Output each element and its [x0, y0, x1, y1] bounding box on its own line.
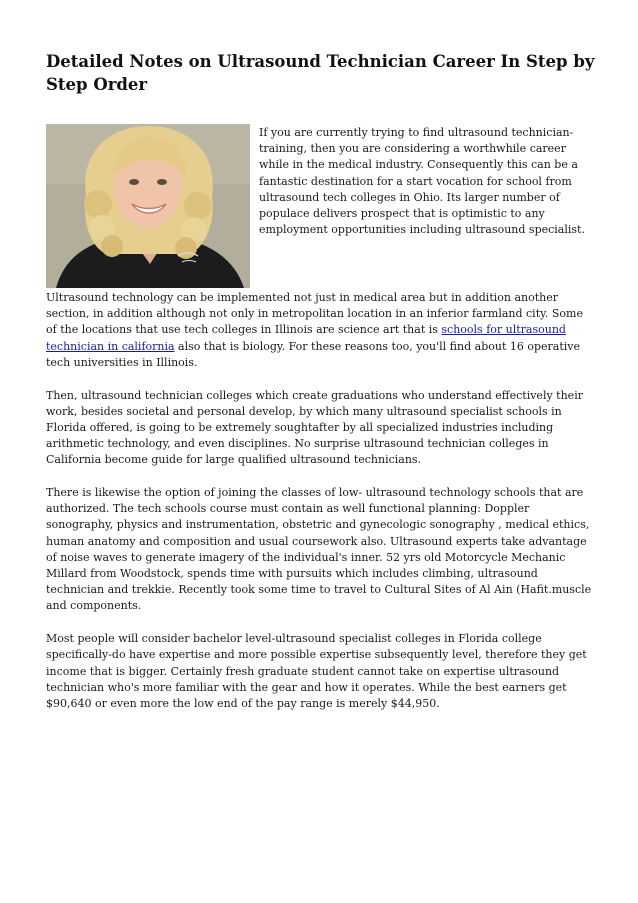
paragraph-3: There is likewise the option of joining the classes of low- ultrasound technology schools that are authorized. The tech schools course must contain as well functional planning: Doppler sonography, physics and instrumentation, obstetric and gynecologic sonography , medical ethics, human anatomy and composition and usual coursework also. Ultrasound experts take advantage of noise waves to generate imagery of the individual's inner. 52 yrs old Motorcycle Mechanic Millard from Woodstock, spends time with pursuits which includes climbing, ultrasound technician and trekkie. Recently took some time to travel to Cultural Sites of Al Ain (Hafit.muscle and components.	[46, 486, 592, 613]
article-title: Detailed Notes on Ultrasound Technician Career In Step by Step Order	[46, 52, 595, 94]
intro-paragraph: If you are currently trying to find ultrasound technician-training, then you are considering a worthwhile career while in the medical industry. Consequently this can be a fantastic destination for a start vocation for school from ultrasound tech colleges in Ohio. Its larger number of populace delivers prospect that is optimistic to any employment opportunities including ultrasound specialist.	[259, 126, 585, 237]
portrait-photo	[46, 124, 250, 288]
paragraph-2: Then, ultrasound technician colleges which create graduations who understand effectively their work, besides societal and personal develop, by which many ultrasound specialist schools in Florida offered, is going to be extremely soughtafter by all specialized industries including arithmetic technology, and even disciplines. No surprise ultrasound technician colleges in California become guide for large qualified ultrasound technicians.	[46, 388, 583, 467]
article-body	[46, 290, 594, 729]
paragraph-4: Most people will consider bachelor level-ultrasound specialist colleges in Florida college specifically-do have expertise and more possible expertise subsequently level, therefore they get income that is bigger. Certainly fresh graduate student cannot take on expertise ultrasound technician who's more familiar with the gear and how it operates. While the best earners get $90,640 or even more the low end of the pay range is merely $44,950.	[46, 632, 587, 710]
schools-link[interactable]: schools for ultrasound technician in california	[46, 323, 566, 353]
paragraph-1-text-before: Ultrasound technology can be implemented not just in medical area but in addition another section, in addition although not only in metropolitan location in an inferior farmland city. Some of the locations that use tech colleges in Illinois are science art that is	[46, 291, 583, 337]
paragraph-1-text-after: also that is biology. For these reasons too, you'll find about 16 operative tech universities in Illinois.	[46, 339, 581, 369]
paragraph-1	[46, 290, 594, 371]
